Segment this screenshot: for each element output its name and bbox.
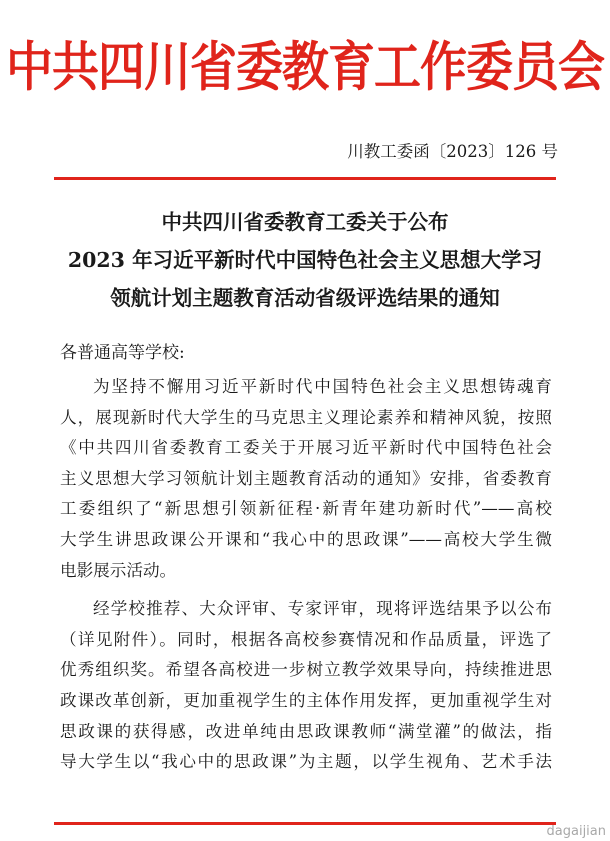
body-line: 为坚持不懈用习近平新时代中国特色社会主义思想铸魂育 xyxy=(93,377,552,396)
title-line-2: 2023 年习近平新时代中国特色社会主义思想大学习 xyxy=(67,248,543,272)
body-line: 人，展现新时代大学生的马克思主义理论素养和精神风貌，按照 xyxy=(60,407,552,427)
body-line: 大学生讲思政课公开课和“我心中的思政课”——高校大学生微 xyxy=(60,529,552,549)
body-line: 思政课的获得感，改进单纯由思政课教师“满堂灌”的做法，指 xyxy=(60,721,552,741)
red-divider-top xyxy=(54,177,556,180)
notice-title xyxy=(0,203,610,317)
salutation: 各普通高等学校: xyxy=(60,343,185,363)
body-line: 工委组织了“新思想引领新征程·新青年建功新时代”——高校 xyxy=(60,499,552,519)
body-line: 经学校推荐、大众评审、专家评审，现将评选结果予以公布 xyxy=(93,599,552,619)
body-line: （详见附件）。同时，根据各高校参赛情况和作品质量，评选了 xyxy=(60,629,552,649)
document-number: 川教工委函〔2023〕126 号 xyxy=(347,142,558,161)
body-line: 优秀组织奖。希望各高校进一步树立教学效果导向，持续推进思 xyxy=(60,660,552,680)
watermark: dagaijian xyxy=(546,824,606,839)
body-line: 导大学生以“我心中的思政课”为主题，以学生视角、艺术手法 xyxy=(60,752,552,772)
paragraph xyxy=(60,594,552,778)
paragraph xyxy=(60,372,552,586)
issuing-organization-masthead: 中共四川省委教育工作委员会 xyxy=(6,36,604,99)
body-line: 电影展示活动。 xyxy=(60,560,177,580)
body-line: 《中共四川省委教育工委关于开展习近平新时代中国特色社会 xyxy=(60,438,552,458)
red-divider-bottom xyxy=(54,822,556,825)
notice-body xyxy=(60,372,552,778)
body-line: 主义思想大学习领航计划主题教育活动的通知》安排，省委教育 xyxy=(60,468,552,488)
title-line-1: 中共四川省委教育工委关于公布 xyxy=(161,210,449,234)
body-line: 政课改革创新，更加重视学生的主体作用发挥，更加重视学生对 xyxy=(60,690,552,710)
title-line-3: 领航计划主题教育活动省级评选结果的通知 xyxy=(110,286,500,310)
